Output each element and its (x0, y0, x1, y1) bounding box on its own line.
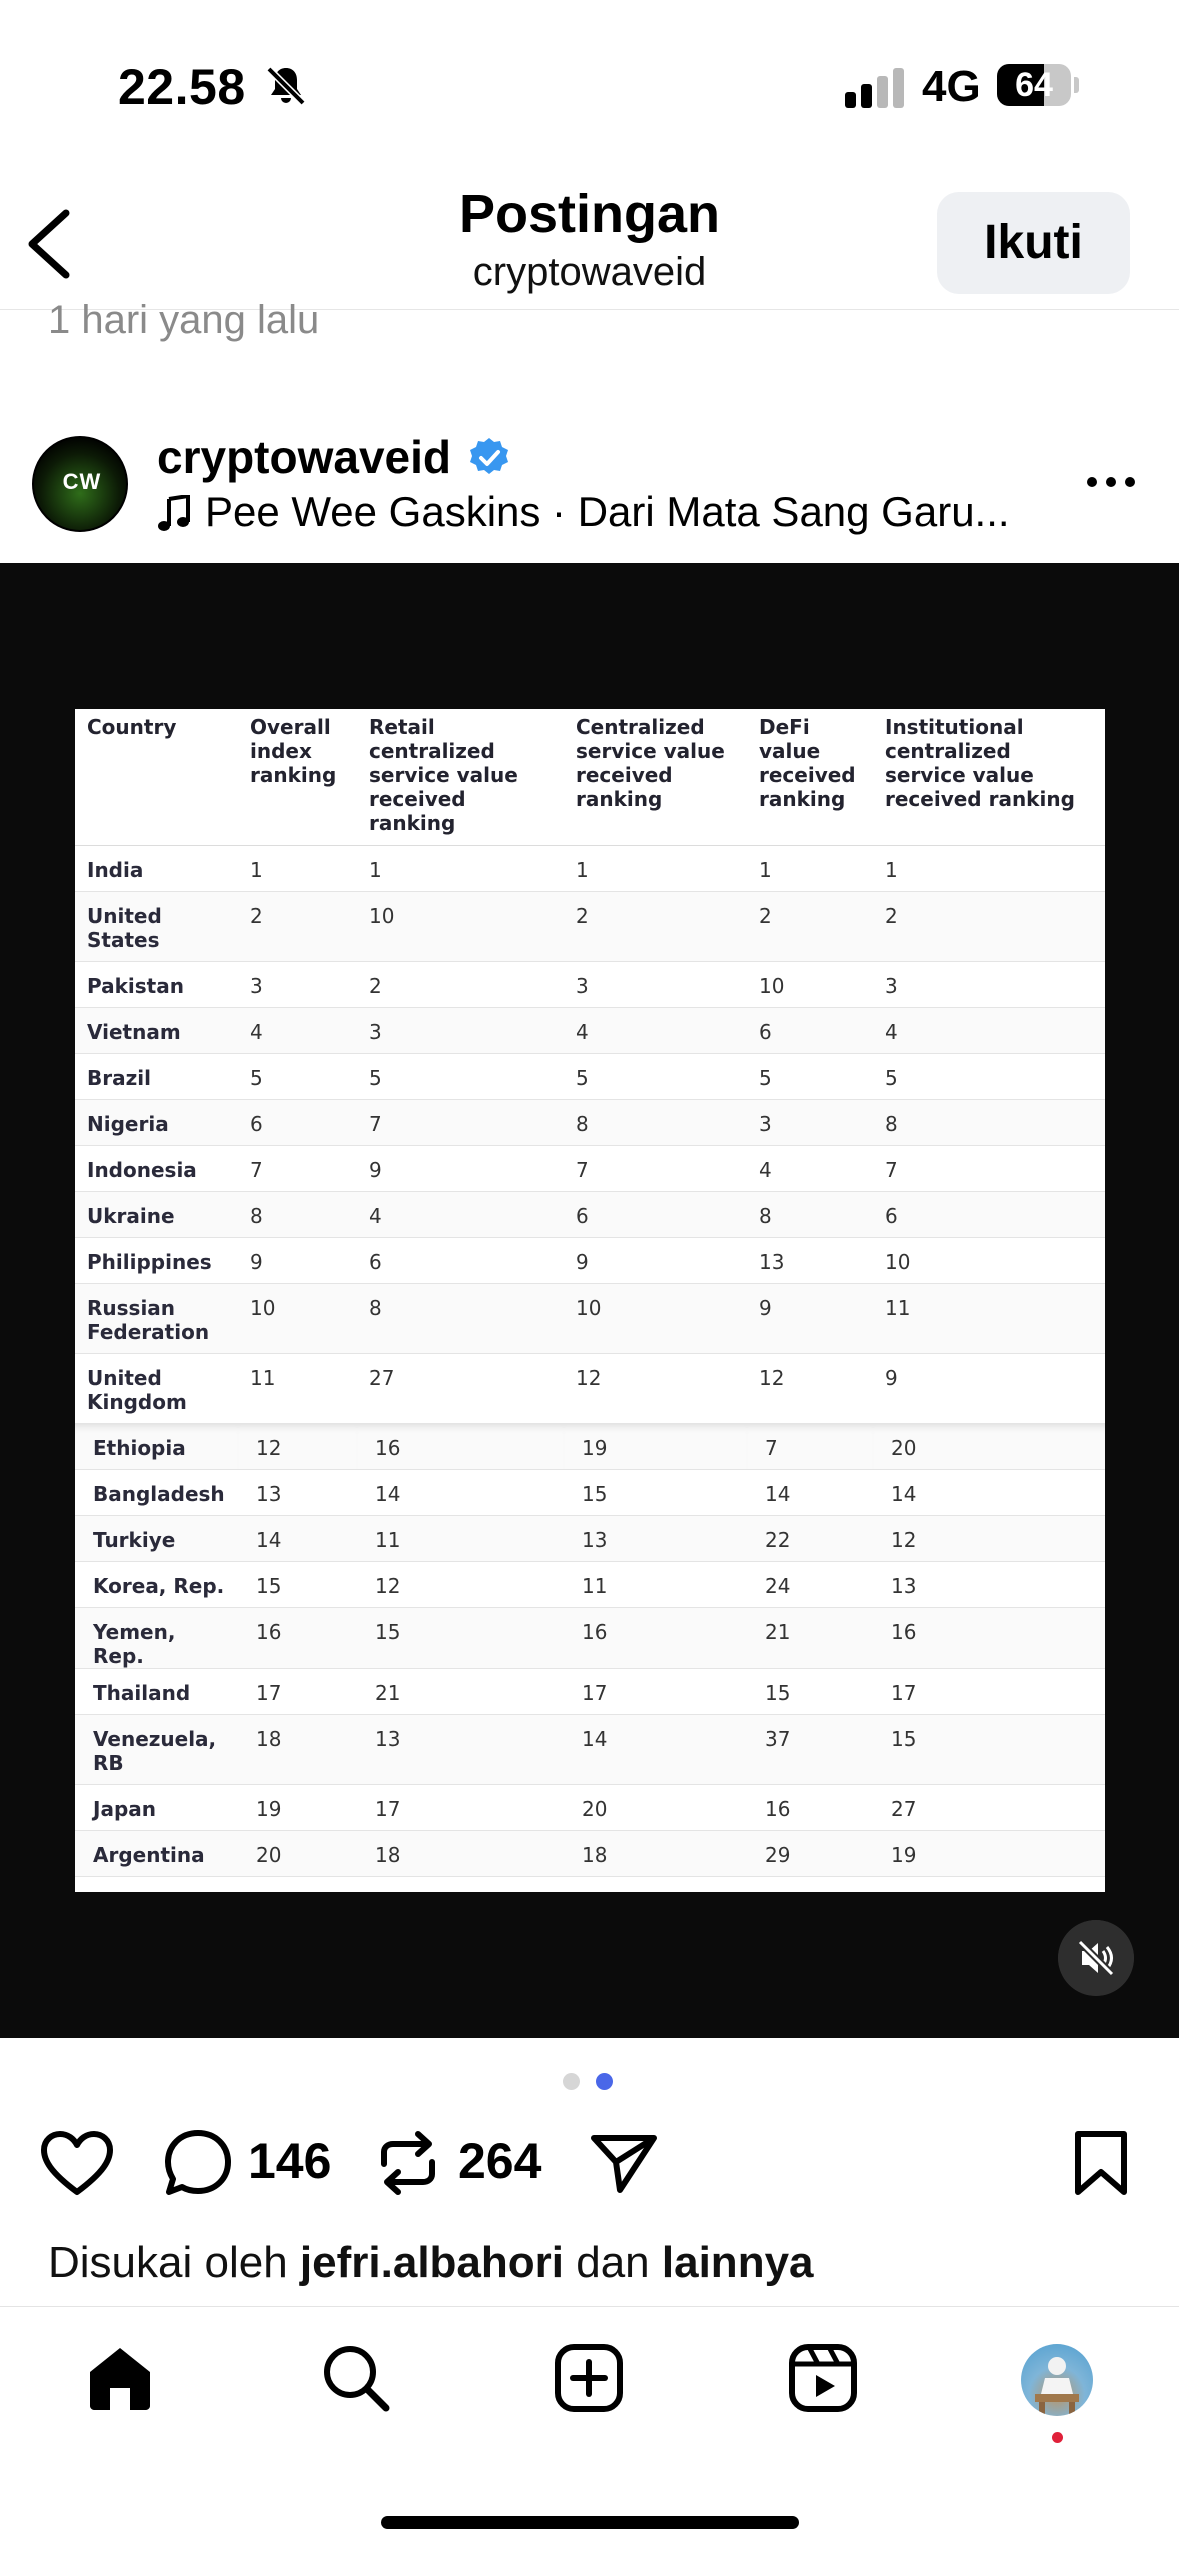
column-header: Retail centralized service value received ranking (357, 709, 564, 845)
status-bar (0, 0, 1179, 175)
rank-cell: 15 (357, 1607, 564, 1668)
more-options-button[interactable] (1085, 475, 1137, 489)
avatar-logo-text: CW (62, 469, 102, 494)
rank-cell: 9 (238, 1237, 357, 1283)
rank-cell: 7 (873, 1145, 1105, 1191)
rank-cell: 11 (564, 1561, 747, 1607)
share-button[interactable] (590, 2132, 658, 2194)
rank-cell: 3 (747, 1099, 873, 1145)
carousel-dot[interactable] (563, 2073, 580, 2090)
table-row (75, 1830, 1105, 1876)
ranking-table-image (75, 709, 1105, 1892)
rank-cell: 12 (747, 1353, 873, 1423)
table-row (75, 891, 1105, 961)
rank-cell: 14 (238, 1515, 357, 1561)
follow-button[interactable]: Ikuti (937, 192, 1130, 294)
profile-photo-icon (1021, 2344, 1093, 2416)
carousel-dot-active[interactable] (596, 2073, 613, 2090)
rank-cell: 5 (873, 1053, 1105, 1099)
country-cell: United States (75, 891, 238, 961)
likes-summary (48, 2238, 814, 2288)
table-row (75, 1283, 1105, 1353)
rank-cell: 4 (873, 1007, 1105, 1053)
column-header: Country (75, 709, 238, 845)
rank-cell: 19 (238, 1784, 357, 1830)
like-button[interactable] (40, 2130, 114, 2196)
rank-cell: 16 (747, 1784, 873, 1830)
column-header: Overall index ranking (238, 709, 357, 845)
battery-icon (997, 64, 1077, 106)
verified-badge-icon (468, 437, 510, 479)
rank-cell: 6 (357, 1237, 564, 1283)
country-cell: Turkiye (75, 1515, 238, 1561)
rank-cell: 17 (238, 1668, 357, 1714)
rank-cell: 2 (238, 891, 357, 961)
country-cell: Indonesia (75, 1145, 238, 1191)
country-cell: Brazil (75, 1053, 238, 1099)
rank-cell: 9 (747, 1283, 873, 1353)
reels-icon[interactable] (787, 2342, 859, 2414)
table-row (75, 1237, 1105, 1283)
rank-cell: 6 (238, 1099, 357, 1145)
country-cell: Vietnam (75, 1007, 238, 1053)
table-row (75, 1007, 1105, 1053)
post-header (0, 175, 1179, 310)
table-row (75, 1668, 1105, 1714)
rank-cell: 12 (564, 1353, 747, 1423)
rank-cell: 10 (564, 1283, 747, 1353)
page-title: Postingan (458, 184, 720, 244)
rank-cell: 19 (873, 1830, 1105, 1876)
rank-cell: 11 (357, 1515, 564, 1561)
home-indicator[interactable] (381, 2516, 799, 2529)
country-cell: Yemen, Rep. (75, 1607, 238, 1668)
rank-cell: 27 (357, 1353, 564, 1423)
rank-cell: 16 (873, 1607, 1105, 1668)
column-header: Centralized service value received ranking (564, 709, 747, 845)
rank-cell: 4 (564, 1007, 747, 1053)
rank-cell: 10 (357, 891, 564, 961)
rank-cell: 5 (564, 1053, 747, 1099)
column-header: Institutional centralized service value received ranking (873, 709, 1105, 845)
rank-cell: 2 (873, 891, 1105, 961)
rank-cell: 6 (873, 1191, 1105, 1237)
table-row (75, 845, 1105, 891)
rank-cell: 9 (873, 1353, 1105, 1423)
signal-icon (845, 68, 907, 110)
rank-cell: 15 (873, 1714, 1105, 1784)
battery-percent: 64 (1015, 66, 1053, 104)
post-time: 1 hari yang lalu (48, 298, 320, 342)
country-cell: Pakistan (75, 961, 238, 1007)
rank-cell: 2 (357, 961, 564, 1007)
rank-cell: 15 (747, 1668, 873, 1714)
carousel-indicator (563, 2073, 623, 2091)
table-row (75, 1607, 1105, 1668)
table-row (75, 1784, 1105, 1830)
likes-others-link[interactable]: lainnya (661, 2238, 814, 2287)
table-row (75, 1561, 1105, 1607)
country-cell: Ukraine (75, 1191, 238, 1237)
rank-cell: 17 (357, 1784, 564, 1830)
rank-cell: 1 (564, 845, 747, 891)
rank-cell: 22 (747, 1515, 873, 1561)
country-cell: Ethiopia (75, 1423, 238, 1469)
country-cell: Argentina (75, 1830, 238, 1876)
repost-button[interactable] (376, 2130, 440, 2196)
rank-cell: 1 (747, 845, 873, 891)
rank-cell: 19 (564, 1423, 747, 1469)
rank-cell: 18 (357, 1830, 564, 1876)
rank-cell: 13 (747, 1237, 873, 1283)
country-cell: Venezuela, RB (75, 1714, 238, 1784)
rank-cell: 7 (238, 1145, 357, 1191)
likes-mid: dan (576, 2238, 650, 2287)
rank-cell: 29 (747, 1830, 873, 1876)
country-cell: Philippines (75, 1237, 238, 1283)
comment-button[interactable] (163, 2128, 233, 2198)
country-cell: Thailand (75, 1668, 238, 1714)
rank-cell: 1 (238, 845, 357, 891)
table-row (75, 1099, 1105, 1145)
rank-cell: 18 (238, 1714, 357, 1784)
rank-cell: 11 (238, 1353, 357, 1423)
rank-cell: 20 (564, 1784, 747, 1830)
rank-cell: 18 (564, 1830, 747, 1876)
rank-cell: 16 (564, 1607, 747, 1668)
rank-cell: 37 (747, 1714, 873, 1784)
status-time: 22.58 (118, 59, 246, 115)
rank-cell: 14 (873, 1469, 1105, 1515)
table-row (75, 1423, 1105, 1469)
table-body (75, 845, 1105, 1876)
rank-cell: 4 (747, 1145, 873, 1191)
rank-cell: 15 (564, 1469, 747, 1515)
table-row (75, 1515, 1105, 1561)
search-icon[interactable] (320, 2342, 392, 2414)
rank-cell: 1 (873, 845, 1105, 891)
rank-cell: 21 (357, 1668, 564, 1714)
rank-cell: 5 (747, 1053, 873, 1099)
comment-count: 146 (248, 2133, 332, 2189)
rank-cell: 16 (357, 1423, 564, 1469)
rank-cell: 14 (747, 1469, 873, 1515)
profile-avatar[interactable] (1021, 2344, 1093, 2416)
rank-cell: 6 (747, 1007, 873, 1053)
rank-cell: 6 (564, 1191, 747, 1237)
network-label: 4G (922, 62, 981, 111)
rank-cell: 13 (357, 1714, 564, 1784)
rank-cell: 7 (357, 1099, 564, 1145)
rank-cell: 17 (564, 1668, 747, 1714)
rank-cell: 10 (238, 1283, 357, 1353)
rank-cell: 12 (238, 1423, 357, 1469)
table-row (75, 1191, 1105, 1237)
mute-toggle-button[interactable] (1058, 1920, 1134, 1996)
bookmark-button[interactable] (1073, 2130, 1129, 2196)
rank-cell: 8 (747, 1191, 873, 1237)
rank-cell: 8 (564, 1099, 747, 1145)
rank-cell: 16 (238, 1607, 357, 1668)
notification-dot (1052, 2432, 1063, 2443)
rank-cell: 21 (747, 1607, 873, 1668)
rank-cell: 3 (564, 961, 747, 1007)
table-row (75, 1353, 1105, 1423)
rank-cell: 12 (873, 1515, 1105, 1561)
table-row (75, 1714, 1105, 1784)
rank-cell: 7 (747, 1423, 873, 1469)
rank-cell: 2 (564, 891, 747, 961)
rank-cell: 2 (747, 891, 873, 961)
rank-cell: 15 (238, 1561, 357, 1607)
repost-count: 264 (458, 2133, 542, 2189)
column-header: DeFi value received ranking (747, 709, 873, 845)
country-cell: Korea, Rep. (75, 1561, 238, 1607)
country-cell: Japan (75, 1784, 238, 1830)
rank-cell: 9 (357, 1145, 564, 1191)
rank-cell: 3 (238, 961, 357, 1007)
rank-cell: 14 (357, 1469, 564, 1515)
bell-slash-icon (262, 62, 310, 110)
home-icon[interactable] (84, 2342, 156, 2414)
rank-cell: 8 (873, 1099, 1105, 1145)
rank-cell: 17 (873, 1668, 1105, 1714)
author-avatar[interactable] (32, 436, 128, 532)
rank-cell: 3 (873, 961, 1105, 1007)
rank-cell: 4 (357, 1191, 564, 1237)
liker-username[interactable]: jefri.albahori (299, 2238, 564, 2287)
music-note-icon (157, 495, 191, 533)
rank-cell: 5 (357, 1053, 564, 1099)
table-row (75, 1053, 1105, 1099)
rank-cell: 5 (238, 1053, 357, 1099)
rank-cell: 20 (873, 1423, 1105, 1469)
table-row (75, 961, 1105, 1007)
rank-cell: 8 (238, 1191, 357, 1237)
rank-cell: 13 (873, 1561, 1105, 1607)
rank-cell: 9 (564, 1237, 747, 1283)
rank-cell: 7 (564, 1145, 747, 1191)
page-subtitle: cryptowaveid (472, 250, 707, 294)
rank-cell: 3 (357, 1007, 564, 1053)
rank-cell: 20 (238, 1830, 357, 1876)
table-row (75, 1145, 1105, 1191)
ranking-table (75, 709, 1105, 1877)
rank-cell: 4 (238, 1007, 357, 1053)
rank-cell: 14 (564, 1714, 747, 1784)
rank-cell: 8 (357, 1283, 564, 1353)
country-cell: Bangladesh (75, 1469, 238, 1515)
rank-cell: 24 (747, 1561, 873, 1607)
rank-cell: 12 (357, 1561, 564, 1607)
country-cell: United Kingdom (75, 1353, 238, 1423)
likes-prefix: Disukai oleh (48, 2238, 288, 2287)
post-media[interactable] (0, 563, 1179, 2038)
music-track[interactable]: Pee Wee Gaskins · Dari Mata Sang Garu... (205, 488, 1010, 535)
rank-cell: 10 (873, 1237, 1105, 1283)
rank-cell: 11 (873, 1283, 1105, 1353)
create-post-icon[interactable] (553, 2342, 625, 2414)
rank-cell: 13 (238, 1469, 357, 1515)
rank-cell: 13 (564, 1515, 747, 1561)
country-cell: Nigeria (75, 1099, 238, 1145)
table-header-row (75, 709, 1105, 845)
rank-cell: 1 (357, 845, 564, 891)
country-cell: Russian Federation (75, 1283, 238, 1353)
table-row (75, 1469, 1105, 1515)
country-cell: India (75, 845, 238, 891)
rank-cell: 10 (747, 961, 873, 1007)
author-name[interactable]: cryptowaveid (157, 431, 451, 483)
rank-cell: 27 (873, 1784, 1105, 1830)
